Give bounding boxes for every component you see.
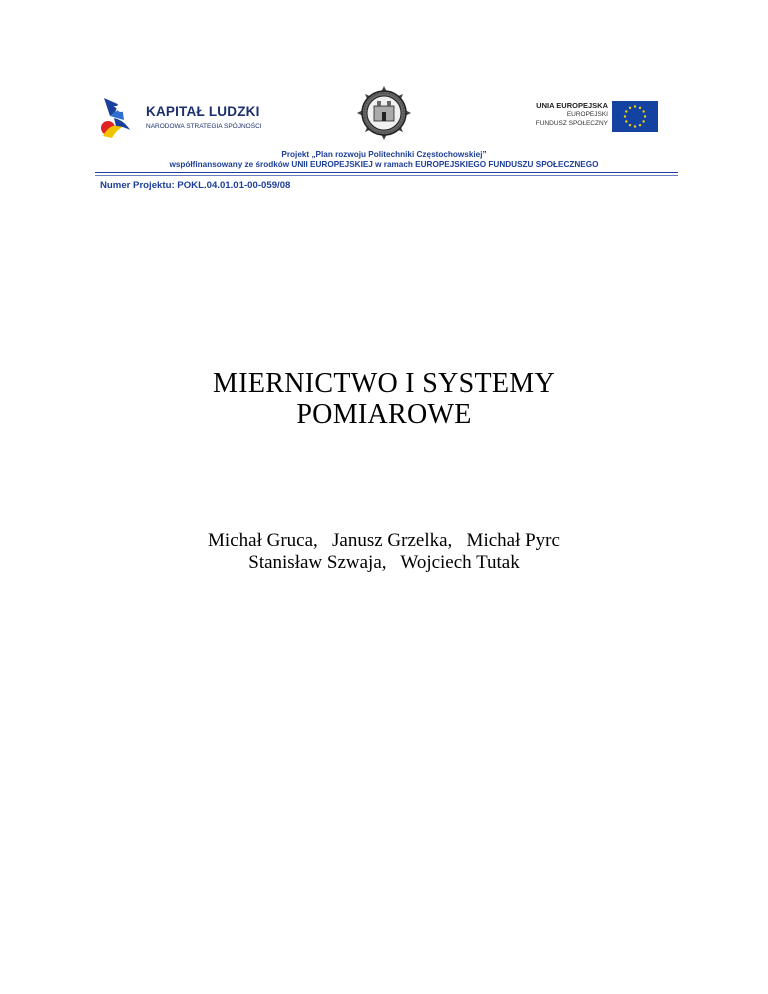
- header-divider-thin: [95, 175, 678, 176]
- project-number: Numer Projektu: POKL.04.01.01-00-059/08: [100, 180, 291, 191]
- project-cofinancing: współfinansowany ze środków UNII EUROPEJSKIEJ w ramach EUROPEJSKIEGO FUNDUSZU SPOŁECZNEGO: [169, 160, 599, 169]
- document-title-line-1: MIERNICTWO I SYSTEMY: [213, 368, 555, 399]
- eu-star: [624, 115, 626, 117]
- kapital-ludzki-title: KAPITAŁ LUDZKI: [146, 104, 260, 119]
- authors-line-2: Stanisław Szwaja, Wojciech Tutak: [248, 552, 520, 573]
- project-title: Projekt „Plan rozwoju Politechniki Częstochowskiej”: [281, 150, 487, 159]
- eu-line-3: FUNDUSZ SPOŁECZNY: [535, 120, 608, 127]
- eu-star: [644, 115, 646, 117]
- eu-flag-icon: [612, 101, 658, 132]
- eu-logo: [520, 101, 660, 135]
- university-crest-icon: [355, 84, 413, 142]
- eu-line-2: EUROPEJSKI: [566, 111, 608, 118]
- eu-star: [634, 125, 636, 127]
- eu-star: [642, 120, 644, 122]
- authors-line-1: Michał Gruca, Janusz Grzelka, Michał Pyrc: [208, 530, 560, 551]
- eu-text: [536, 101, 608, 128]
- document-title-line-2: POMIAROWE: [296, 399, 472, 430]
- kapital-ludzki-logo: [100, 96, 290, 140]
- eu-star: [629, 107, 631, 109]
- eu-line-1: UNIA EUROPEJSKA: [536, 101, 608, 110]
- eu-star: [625, 120, 627, 122]
- page-header: [0, 0, 768, 200]
- eu-star: [642, 110, 644, 112]
- eu-star: [625, 110, 627, 112]
- eu-star: [639, 107, 641, 109]
- eu-star: [629, 124, 631, 126]
- kapital-ludzki-icon: [100, 96, 140, 140]
- eu-star: [634, 105, 636, 107]
- eu-star: [639, 124, 641, 126]
- kapital-ludzki-subtitle: NARODOWA STRATEGIA SPÓJNOŚCI: [146, 123, 262, 130]
- header-divider: [95, 172, 678, 173]
